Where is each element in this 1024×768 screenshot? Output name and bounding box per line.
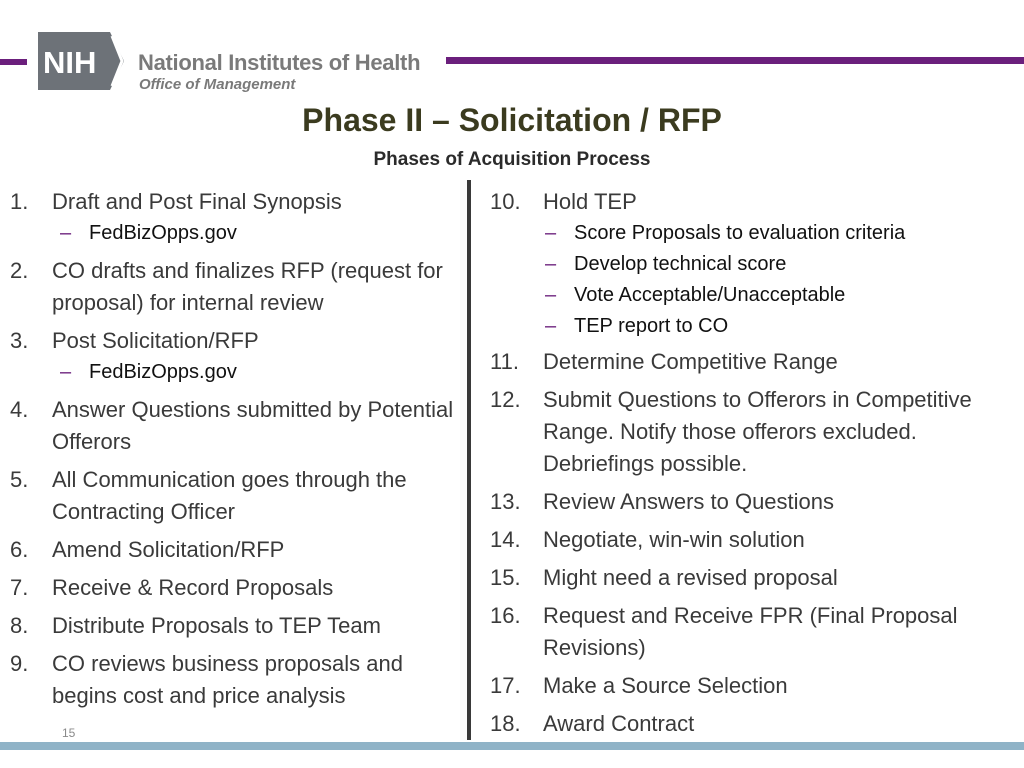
sub-list: [10, 218, 460, 249]
list-item-text: Determine Competitive Range: [543, 349, 838, 374]
list-item: [490, 562, 1010, 594]
nih-logo: [38, 32, 124, 90]
sub-list-item-text: FedBizOpps.gov: [89, 361, 237, 383]
sub-list-item: [545, 311, 1010, 342]
dash-bullet-icon: –: [545, 222, 557, 244]
list-item-number: 17.: [490, 673, 521, 698]
logo-abbrev: NIH: [43, 45, 97, 80]
sub-list-item-text: Vote Acceptable/Unacceptable: [574, 284, 846, 306]
list-item-text: Review Answers to Questions: [543, 489, 835, 514]
list-item: [490, 186, 1010, 342]
list-item-text: Submit Questions to Offerors in Competitive Range. Notify those offerors excluded. Debriefings possible.: [543, 387, 972, 476]
list-item-text: All Communication goes through the Contracting Officer: [52, 467, 407, 524]
sub-list-item: [545, 218, 1010, 249]
list-item-text: CO drafts and finalizes RFP (request for proposal) for internal review: [52, 258, 443, 315]
list-item-text: Receive & Record Proposals: [52, 575, 334, 600]
list-item-text: Amend Solicitation/RFP: [52, 537, 285, 562]
header-accent-bar-left: [0, 59, 27, 65]
list-item: [490, 670, 1010, 702]
list-item-text: CO reviews business proposals and begins cost and price analysis: [52, 651, 403, 708]
list-item-text: Award Contract: [543, 711, 695, 736]
list-item-number: 9.: [10, 651, 29, 676]
dash-bullet-icon: –: [545, 284, 557, 306]
list-item: [490, 600, 1010, 664]
sub-list: [490, 218, 1010, 342]
footer-bar: [0, 742, 1024, 750]
list-item: [10, 648, 460, 712]
list-item-number: 14.: [490, 527, 521, 552]
list-item-number: 3.: [10, 328, 29, 353]
list-item: [10, 572, 460, 604]
office-name: Office of Management: [139, 76, 296, 93]
list-item-number: 16.: [490, 603, 521, 628]
list-item-number: 5.: [10, 467, 29, 492]
list-item-text: Hold TEP: [543, 189, 637, 214]
list-item-text: Negotiate, win-win solution: [543, 527, 805, 552]
list-item-number: 2.: [10, 258, 29, 283]
slide-title: Phase II – Solicitation / RFP: [302, 102, 722, 138]
list-item-number: 8.: [10, 613, 29, 638]
list-item-number: 12.: [490, 387, 521, 412]
list-item-number: 15.: [490, 565, 521, 590]
header-accent-bar-right: [446, 57, 1024, 64]
list-item: [10, 534, 460, 566]
list-item-number: 6.: [10, 537, 29, 562]
list-item: [10, 186, 460, 249]
dash-bullet-icon: –: [545, 253, 557, 275]
sub-list-item: [60, 357, 460, 388]
page-number: 15: [62, 726, 76, 740]
list-item-text: Make a Source Selection: [543, 673, 788, 698]
list-item-number: 10.: [490, 189, 521, 214]
sub-list-item-text: TEP report to CO: [574, 315, 729, 337]
column-divider: [467, 180, 471, 740]
list-item-text: Draft and Post Final Synopsis: [52, 189, 342, 214]
list-item-number: 1.: [10, 189, 29, 214]
dash-bullet-icon: –: [545, 315, 557, 337]
slide-subtitle: Phases of Acquisition Process: [373, 149, 651, 170]
left-step-list: [10, 186, 460, 718]
list-item-number: 11.: [490, 349, 519, 374]
list-item-number: 13.: [490, 489, 521, 514]
list-item: [10, 610, 460, 642]
list-item-text: Answer Questions submitted by Potential Offerors: [52, 397, 454, 454]
list-item-number: 7.: [10, 575, 29, 600]
dash-bullet-icon: –: [60, 222, 72, 244]
list-item: [10, 394, 460, 458]
sub-list: [10, 357, 460, 388]
list-item: [490, 486, 1010, 518]
list-item: [10, 255, 460, 319]
sub-list-item: [60, 218, 460, 249]
list-item-text: Might need a revised proposal: [543, 565, 838, 590]
sub-list-item-text: FedBizOpps.gov: [89, 222, 237, 244]
right-step-list: [490, 186, 1010, 746]
list-item-text: Distribute Proposals to TEP Team: [52, 613, 381, 638]
list-item-number: 18.: [490, 711, 521, 736]
list-item: [10, 325, 460, 388]
list-item-text: Post Solicitation/RFP: [52, 328, 259, 353]
sub-list-item-text: Score Proposals to evaluation criteria: [574, 222, 906, 244]
sub-list-item: [545, 280, 1010, 311]
list-item: [490, 384, 1010, 480]
sub-list-item: [545, 249, 1010, 280]
list-item: [10, 464, 460, 528]
dash-bullet-icon: –: [60, 361, 72, 383]
list-item-text: Request and Receive FPR (Final Proposal Revisions): [543, 603, 958, 660]
list-item: [490, 524, 1010, 556]
org-name: National Institutes of Health: [138, 50, 421, 75]
list-item: [490, 708, 1010, 740]
list-item-number: 4.: [10, 397, 29, 422]
sub-list-item-text: Develop technical score: [574, 253, 787, 275]
list-item: [490, 346, 1010, 378]
